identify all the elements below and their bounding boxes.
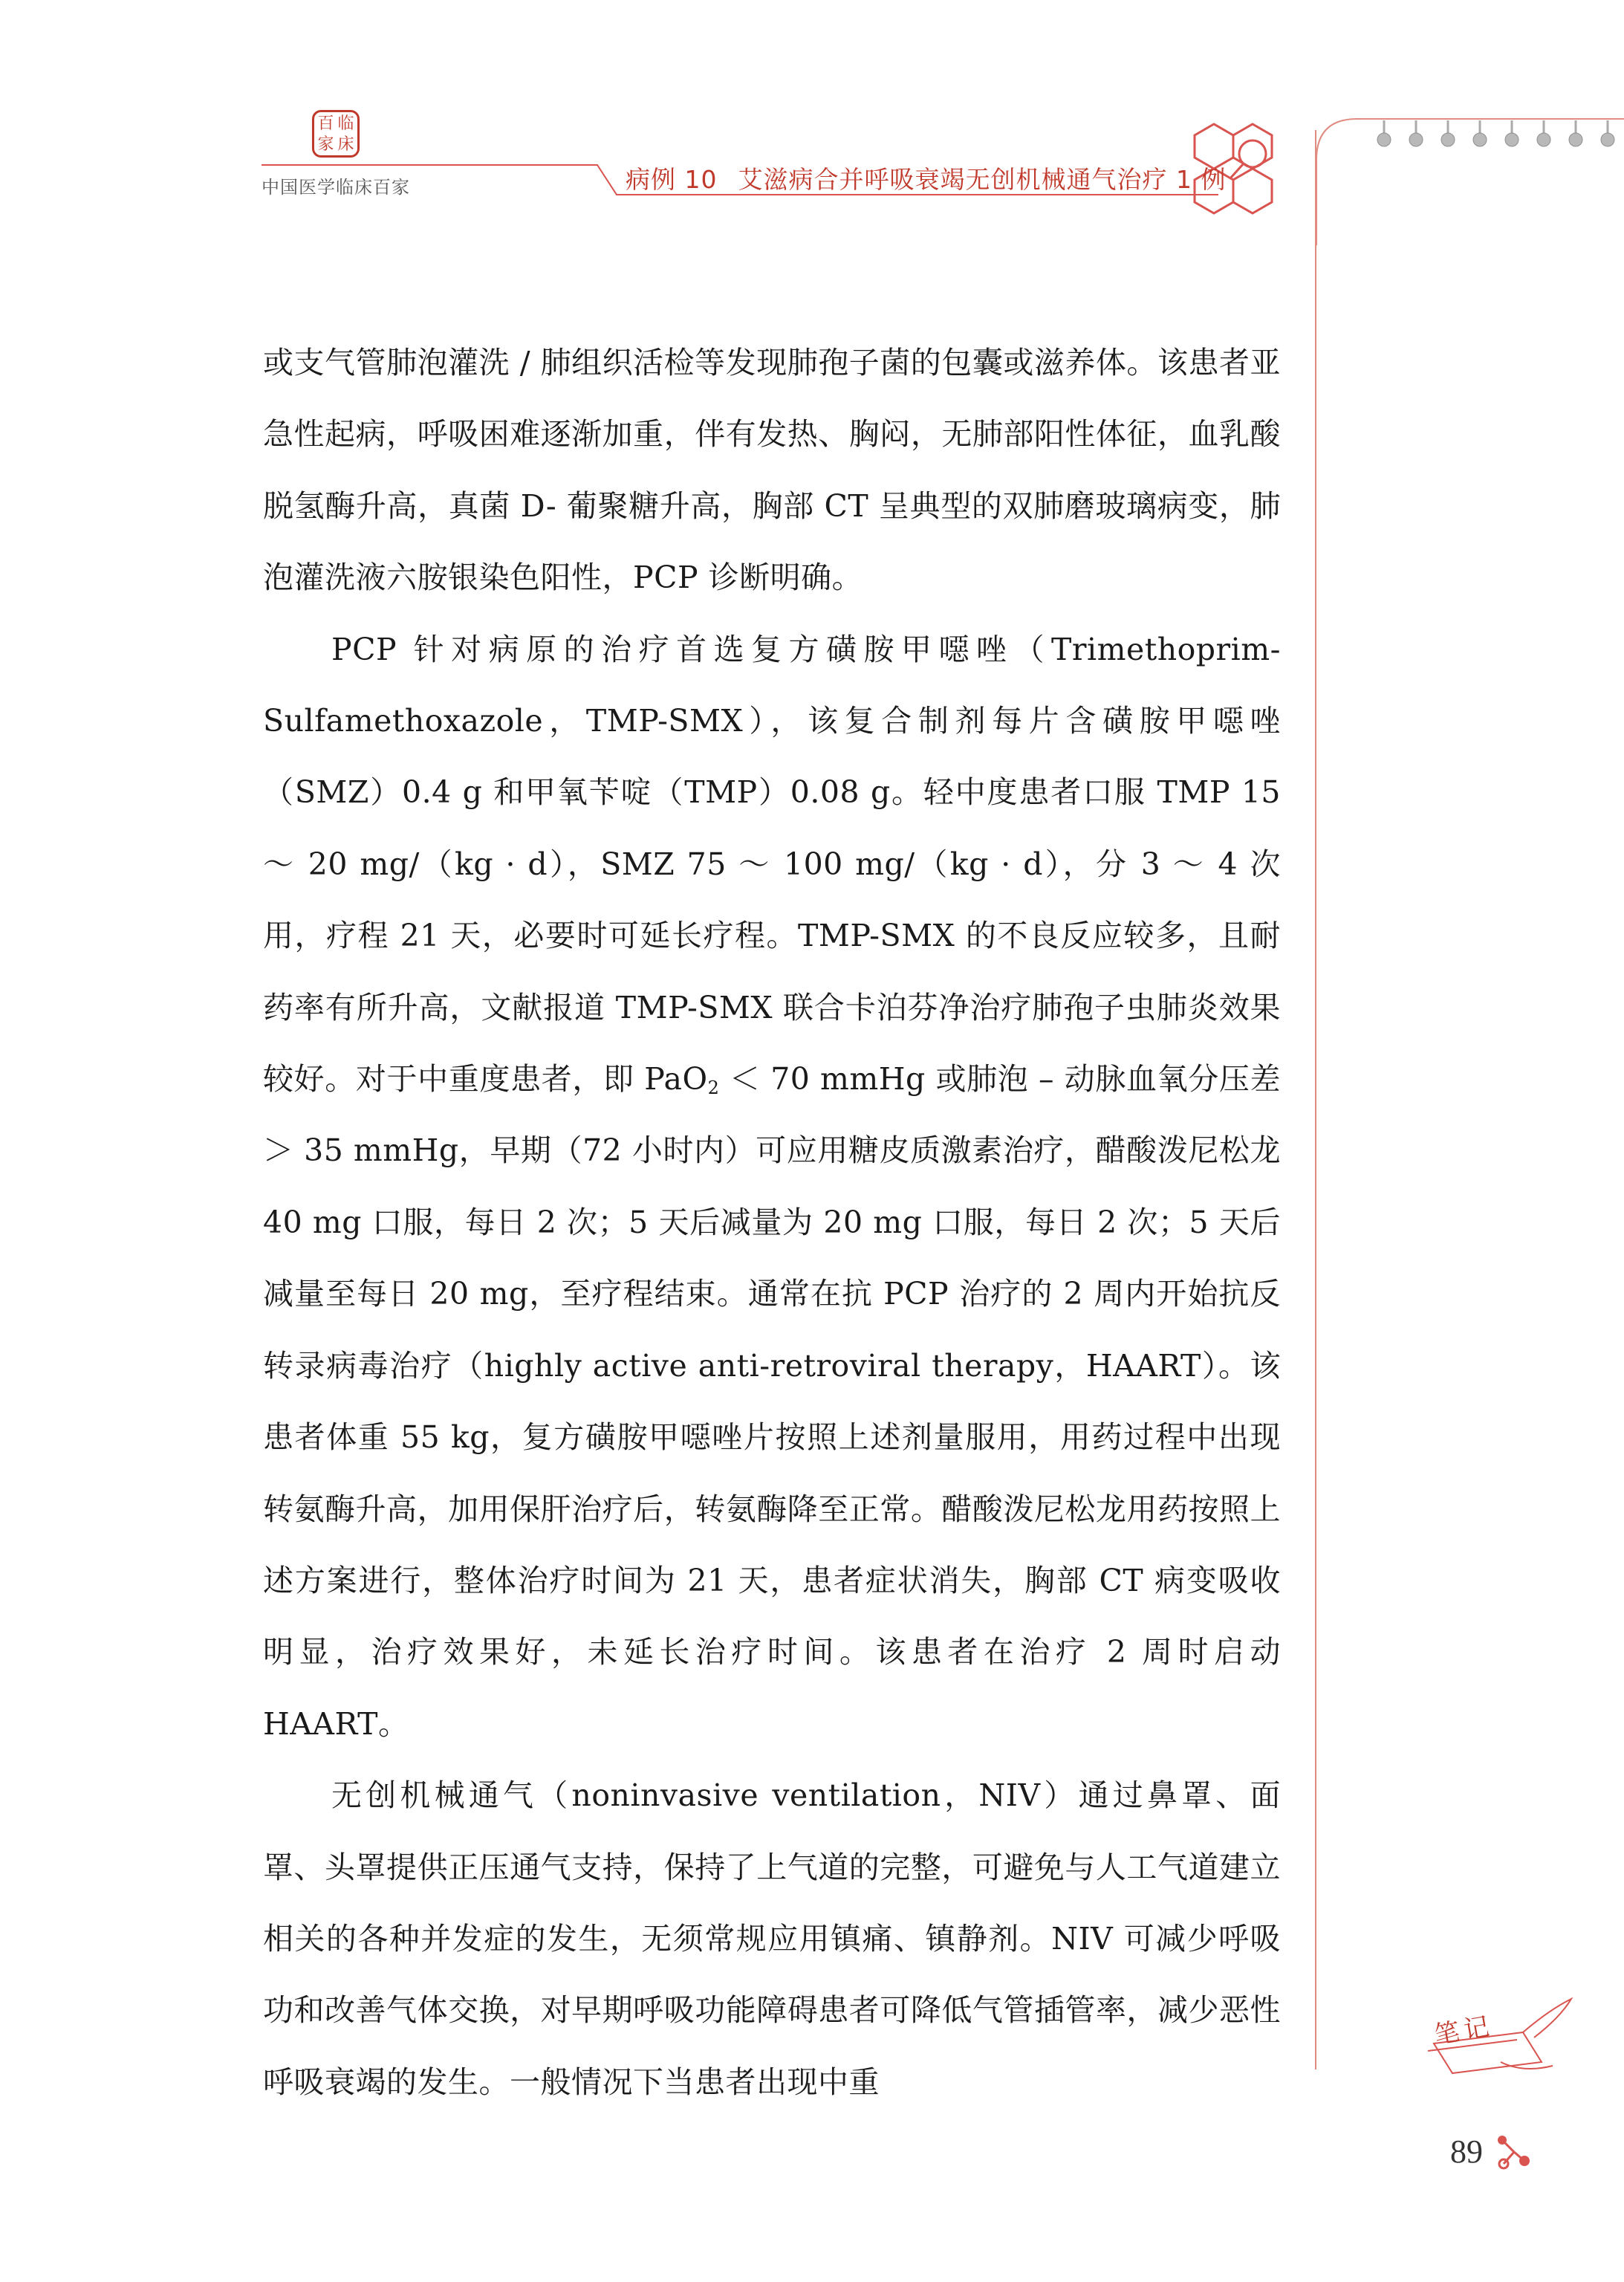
paragraph: 无创机械通气（noninvasive ventilation，NIV）通过鼻罩、面罩、头罩提供正压通气支持，保持了上气道的完整，可避免与人工气道建立相关的各种并发症的发生，无须常规应用镇痛、镇静剂。NIV 可减少呼吸功和改善气体交换，对早期呼吸功能障碍患者可降低气管插管率，减少恶性呼吸衰竭的发生。一般情况下当患者出现中重 — [263, 1777, 1281, 2100]
notes-margin-rule — [1315, 130, 1316, 2069]
brand-name: 中国医学临床百家 — [262, 177, 410, 198]
header-decoration — [0, 0, 1624, 245]
subscript: 2 — [707, 1077, 720, 1099]
notes-label: 笔记 — [1432, 2011, 1496, 2051]
logo-char: 床 — [337, 135, 354, 154]
paragraph — [263, 614, 1281, 1760]
logo-seal — [312, 110, 360, 158]
case-title: 艾滋病合并呼吸衰竭无创机械通气治疗 1 例 — [738, 165, 1227, 194]
logo-char: 家 — [317, 135, 334, 154]
case-number: 病例 10 — [626, 165, 718, 194]
logo-char: 百 — [317, 114, 334, 133]
case-heading — [626, 161, 1226, 195]
article-body — [263, 327, 1281, 2118]
paragraph: 或支气管肺泡灌洗 / 肺组织活检等发现肺孢子菌的包囊或滋养体。该患者亚急性起病，呼吸困难逐渐加重，伴有发热、胸闷，无肺部阳性体征，血乳酸脱氢酶升高，真菌 D- 葡聚糖升高，胸部 CT 呈典型的双肺磨玻璃病变，肺泡灌洗液六胺银染色阳性，PCP 诊断明确。 — [263, 345, 1281, 596]
binding-rings-icon — [1377, 120, 1614, 146]
logo-char: 临 — [337, 114, 354, 133]
paragraph-text: ＜ 70 mmHg 或肺泡 – 动脉血氧分压差＞ 35 mmHg，早期（72 小时内）可应用糖皮质激素治疗，醋酸泼尼松龙 40 mg 口服，每日 2 次；5 天后减量为 20 mg 口服，每日 2 次；5 天后减量至每日 20 mg，至疗程结束。通常在抗 PCP 治疗的 2 周内开始抗反转录病毒治疗（highly active anti-retroviral therapy，HAART）。该患者体重 55 kg，复方磺胺甲噁唑片按照上述剂量服用，用药过程中出现转氨酶升高，加用保肝治疗后，转氨酶降至正常。醋酸泼尼松龙用药按照上述方案进行，整体治疗时间为 21 天，患者症状消失，胸部 CT 病变吸收明显，治疗效果好，未延长治疗时间。该患者在治疗 2 周时启动 HAART。 — [263, 1061, 1281, 1742]
page-number: 89 — [1450, 2133, 1483, 2170]
page-number-molecule-icon — [1493, 2131, 1532, 2173]
paragraph-text: PCP 针对病原的治疗首选复方磺胺甲噁唑（Trimethoprim-Sulfamethoxazole，TMP-SMX），该复合制剂每片含磺胺甲噁唑（SMZ）0.4 g 和甲氧苄啶（TMP）0.08 g。轻中度患者口服 TMP 15 ～ 20 mg/（kg · d），SMZ 75 ～ 100 mg/（kg · d），分 3 ～ 4 次用，疗程 21 天，必要时可延长疗程。TMP-SMX 的不良反应较多，且耐药率有所升高，文献报道 TMP-SMX 联合卡泊芬净治疗肺孢子虫肺炎效果较好。对于中重度患者，即 PaO — [263, 631, 1281, 1098]
